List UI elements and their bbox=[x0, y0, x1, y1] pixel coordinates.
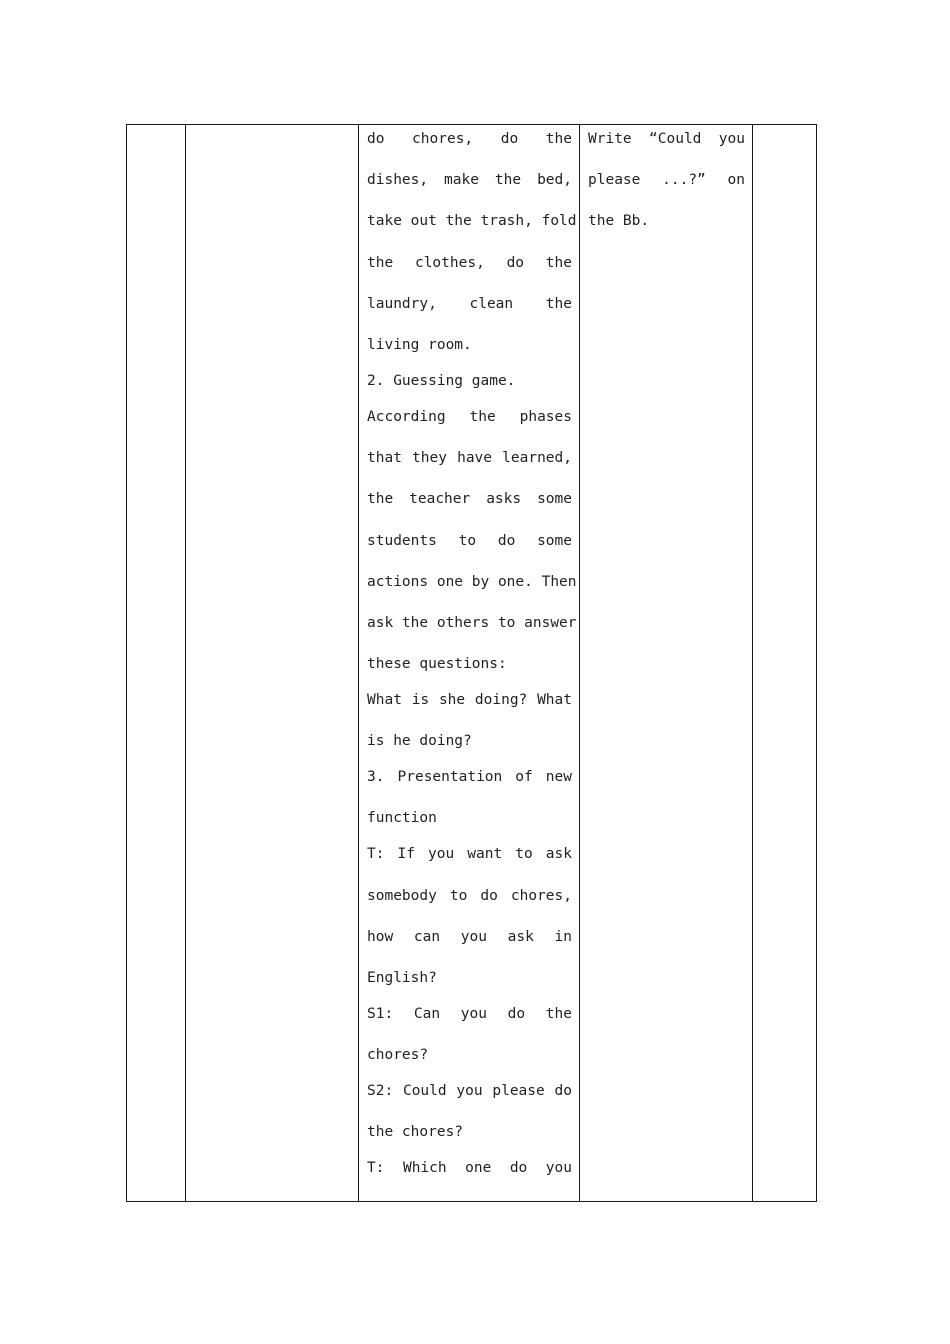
text-line: that they have learned, bbox=[367, 450, 572, 467]
table-cell-blackboard bbox=[580, 125, 753, 1202]
text-line: somebody to do chores, bbox=[367, 887, 572, 904]
text-line: S1: Can you do the bbox=[367, 1006, 572, 1022]
text-line: dishes, make the bed, bbox=[367, 172, 572, 189]
text-line: English? bbox=[367, 970, 437, 986]
text-line: According the phases bbox=[367, 408, 572, 425]
text-line: how can you ask in bbox=[367, 928, 572, 945]
text-line: students to do some bbox=[367, 532, 572, 549]
table-cell-procedure bbox=[359, 125, 580, 1202]
text-line: ask the others to answer bbox=[367, 614, 577, 631]
text-line: What is she doing? What bbox=[367, 692, 572, 709]
blackboard-note bbox=[580, 125, 752, 254]
text-line: the chores? bbox=[367, 1124, 464, 1141]
text-line: please ...?” on bbox=[588, 172, 745, 189]
text-line: 3. Presentation of new bbox=[367, 769, 572, 786]
text-line: chores? bbox=[367, 1047, 429, 1064]
text-line: function bbox=[367, 810, 437, 827]
table-cell-empty-1 bbox=[127, 125, 186, 1202]
text-line: laundry, clean the bbox=[367, 295, 572, 312]
text-line: is he doing? bbox=[367, 733, 472, 750]
text-line: 2. Guessing game. bbox=[367, 372, 516, 389]
text-line: take out the trash, fold bbox=[367, 213, 577, 230]
text-line: T: If you want to ask bbox=[367, 846, 572, 863]
table-cell-empty-2 bbox=[186, 125, 359, 1202]
text-line: the teacher asks some bbox=[367, 491, 572, 508]
text-line: actions one by one. Then bbox=[367, 573, 577, 590]
text-line: Write “Could you bbox=[588, 131, 745, 147]
text-line: S2: Could you please do bbox=[367, 1083, 572, 1100]
table-row bbox=[127, 125, 817, 1202]
text-line: do chores, do the bbox=[367, 131, 572, 147]
text-line: living room. bbox=[367, 336, 472, 353]
lesson-plan-table bbox=[126, 124, 817, 1202]
procedure-text bbox=[359, 125, 579, 1201]
table-cell-empty-5 bbox=[753, 125, 817, 1202]
text-line: T: Which one do you bbox=[367, 1160, 572, 1177]
text-line: these questions: bbox=[367, 656, 507, 673]
text-line: the clothes, do the bbox=[367, 254, 572, 271]
text-line: the Bb. bbox=[588, 213, 650, 230]
